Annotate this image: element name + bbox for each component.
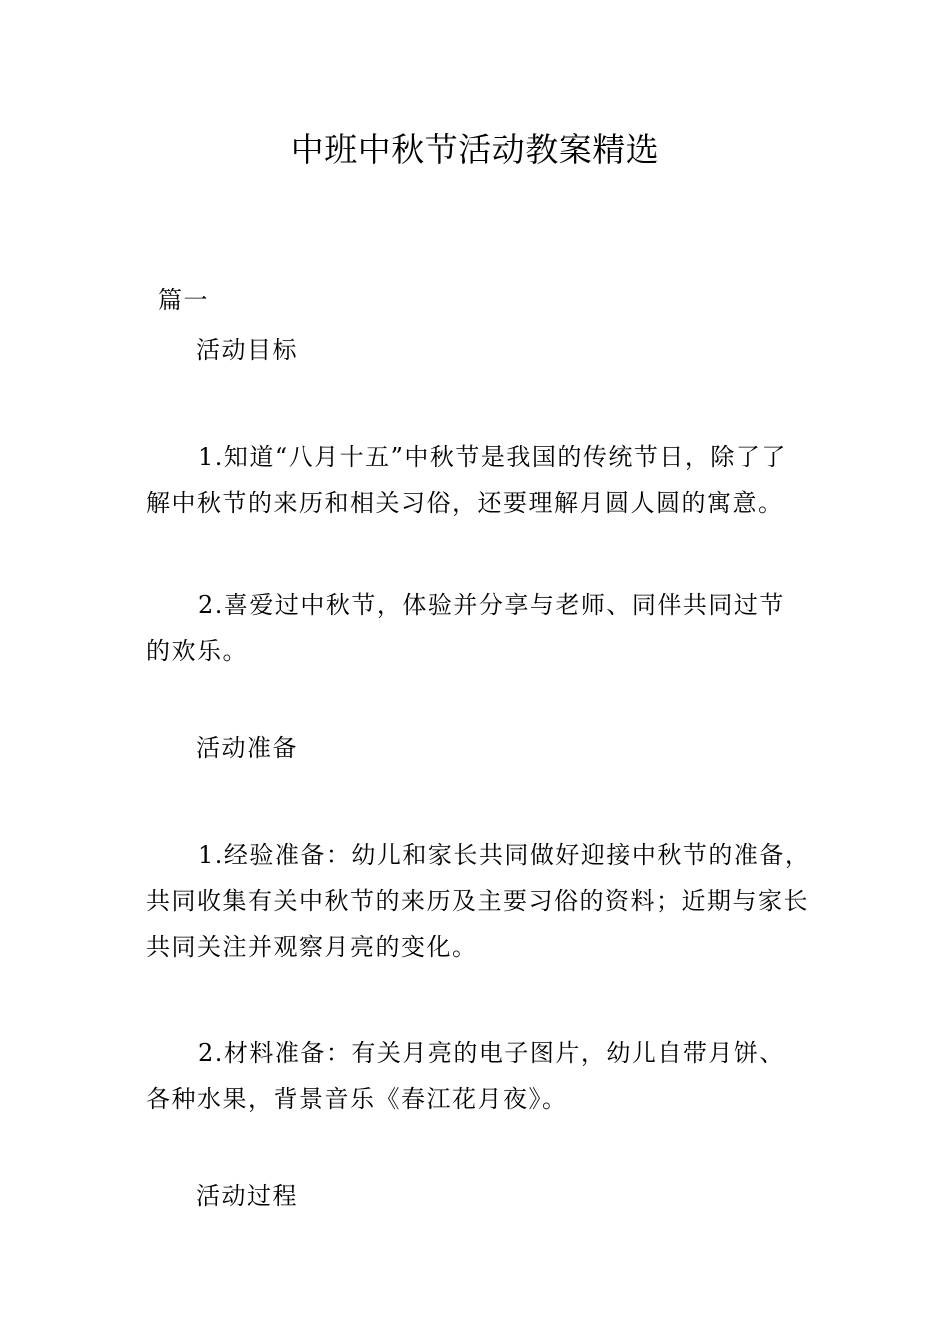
preparation-paragraph-2: 2.材料准备：有关月亮的电子图片，幼儿自带月饼、各种水果，背景音乐《春江花月夜》。 xyxy=(146,1039,785,1113)
preparation-paragraph-1: 1.经验准备：幼儿和家长共同做好迎接中秋节的准备，共同收集有关中秋节的来历及主要习俗的资料；近期与家长共同关注并观察月亮的变化。 xyxy=(146,841,811,961)
goal-paragraph-2: 2.喜爱过中秋节，体验并分享与老师、同伴共同过节的欢乐。 xyxy=(146,591,785,665)
section-heading-process: 活动过程 xyxy=(196,1182,298,1210)
part-label: 篇一 xyxy=(158,286,209,314)
section-heading-preparation: 活动准备 xyxy=(196,734,298,762)
goal-paragraph-1: 1.知道“八月十五”中秋节是我国的传统节日，除了了解中秋节的来历和相关习俗，还要理解月圆人圆的寓意。 xyxy=(146,443,787,517)
section-heading-goals: 活动目标 xyxy=(196,336,298,364)
document-title: 中班中秋节活动教案精选 xyxy=(290,130,660,169)
